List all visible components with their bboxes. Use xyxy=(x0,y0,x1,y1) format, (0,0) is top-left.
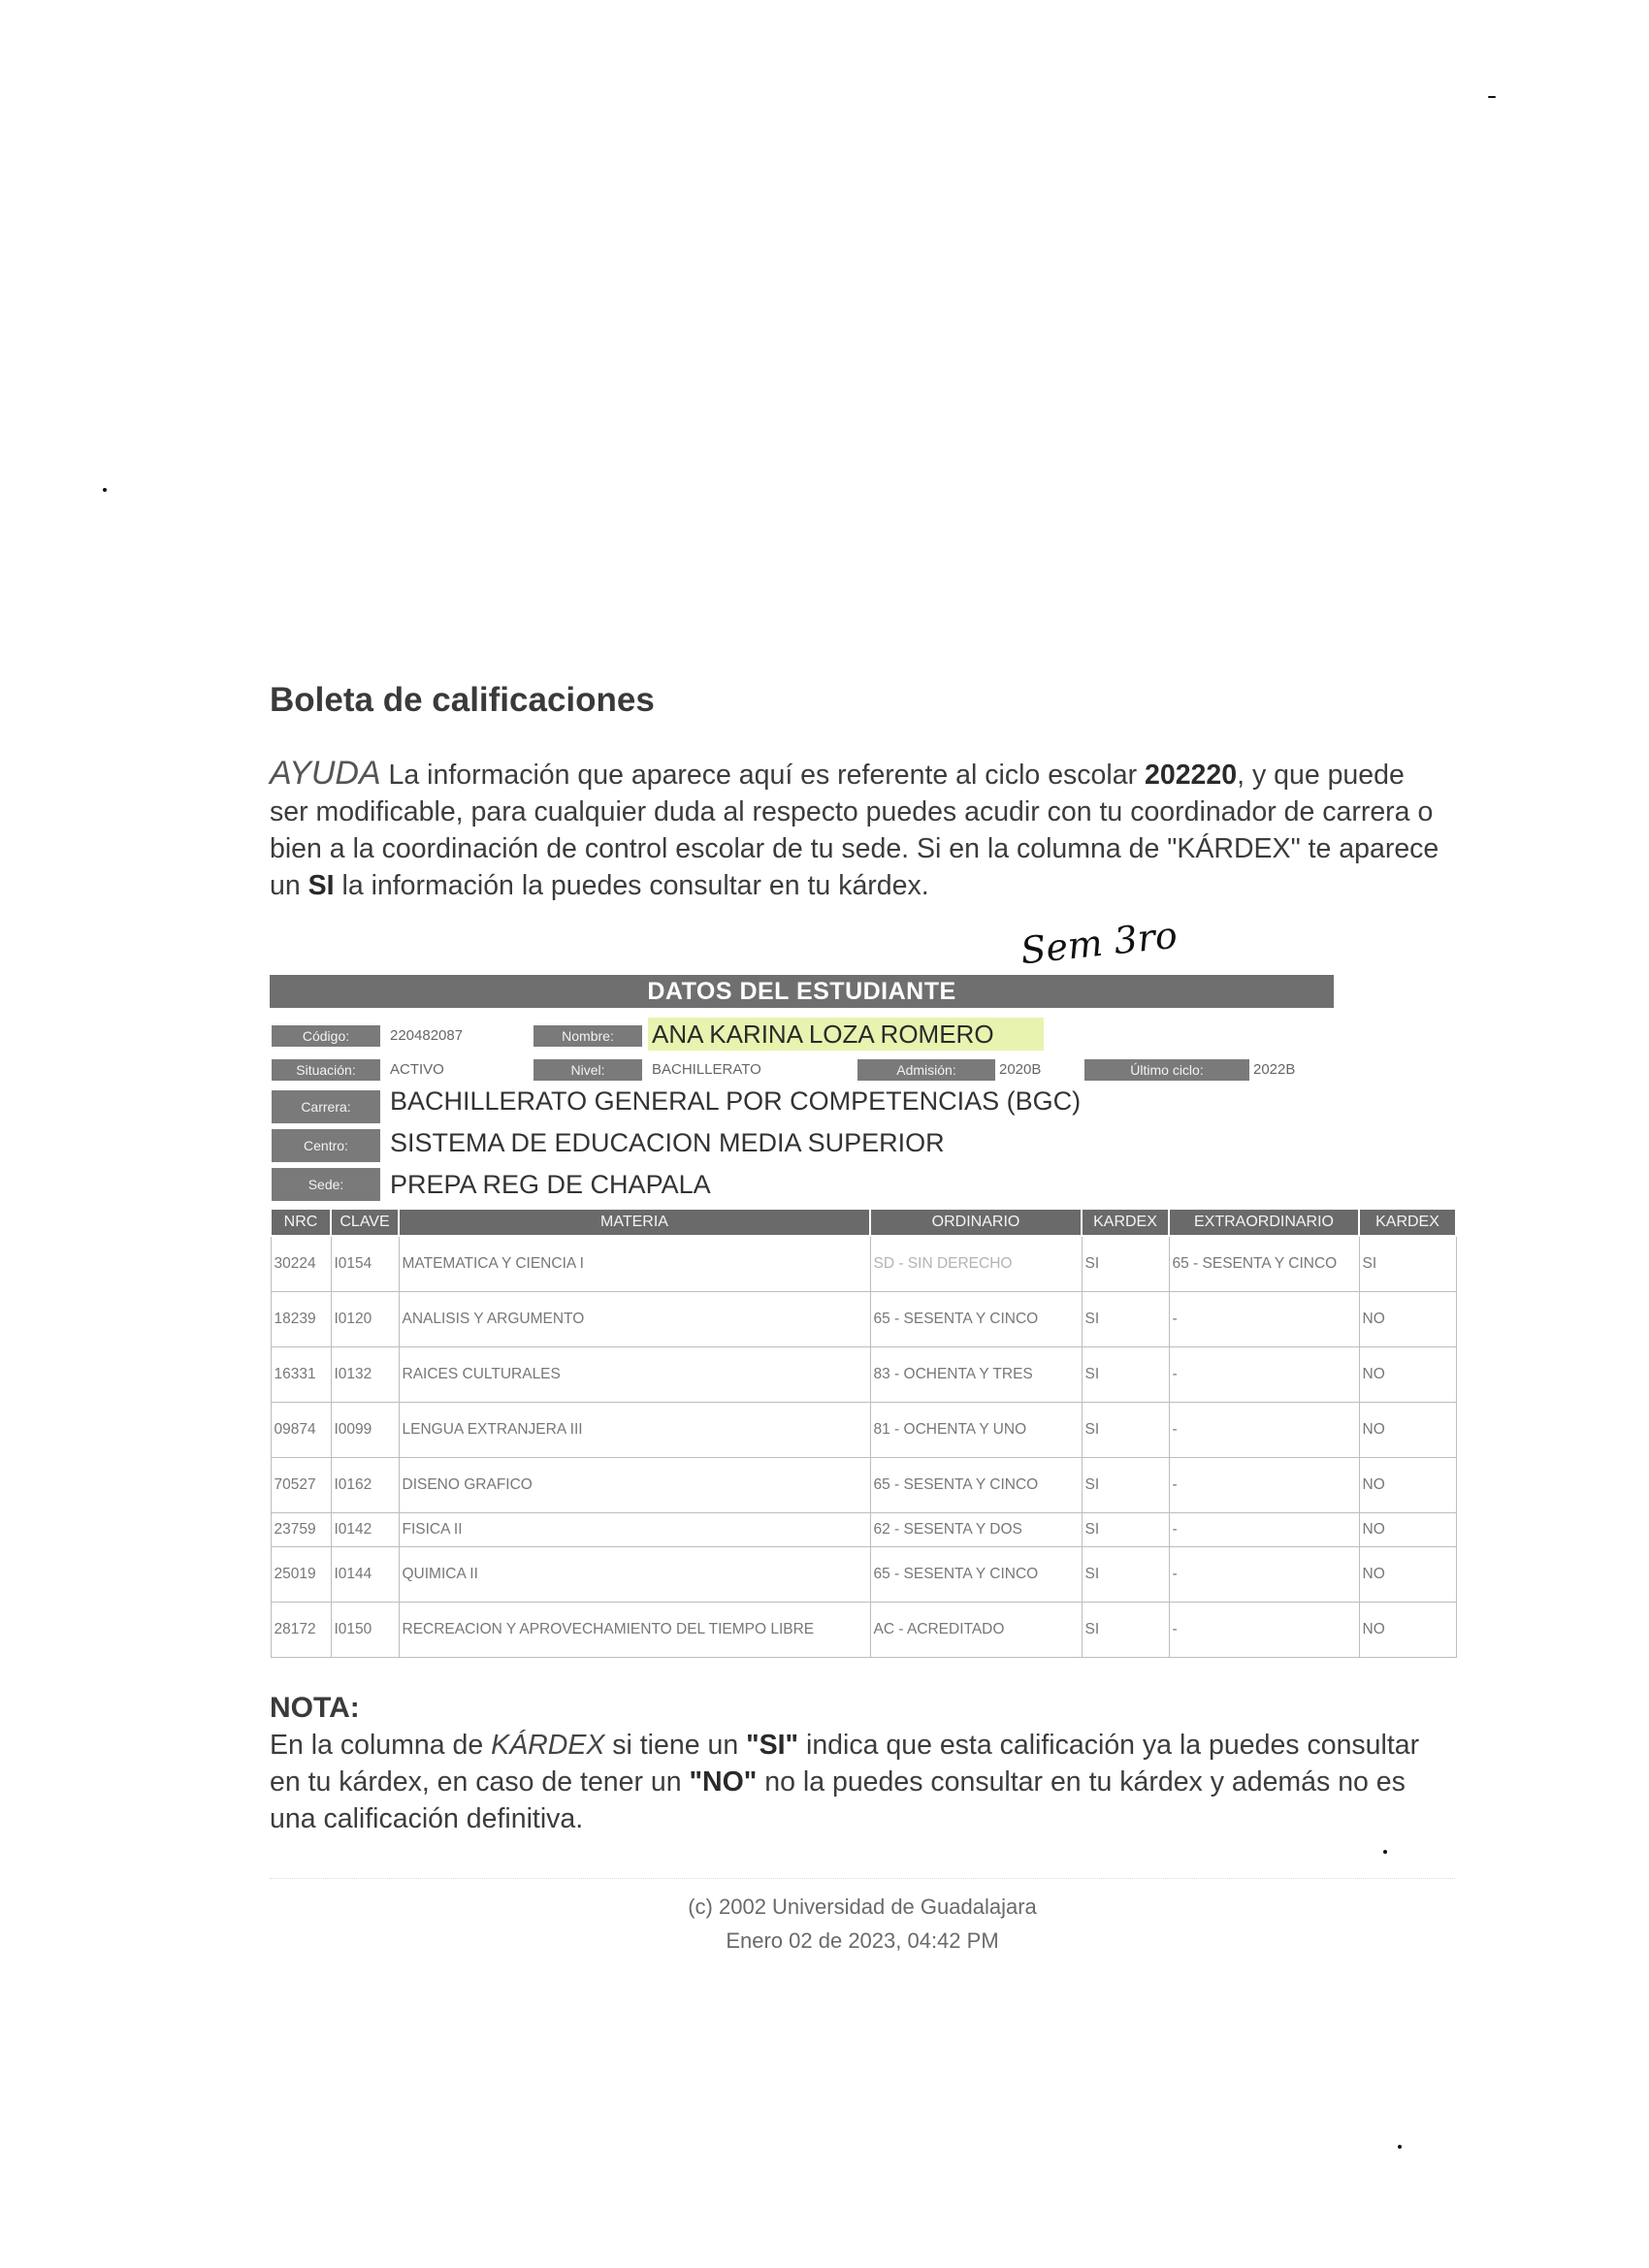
nrc-cell: 23759 xyxy=(271,1513,331,1547)
ordinario-cell: 62 - SESENTA Y DOS xyxy=(870,1513,1082,1547)
nivel-label: Nivel: xyxy=(534,1059,642,1081)
student-data-header: DATOS DEL ESTUDIANTE xyxy=(270,975,1334,1008)
clave-cell: I0120 xyxy=(331,1292,399,1347)
clave-cell: I0162 xyxy=(331,1458,399,1513)
grades-table xyxy=(270,1208,1457,1658)
nota-title: NOTA: xyxy=(270,1692,360,1724)
ordinario-cell: 83 - OCHENTA Y TRES xyxy=(870,1347,1082,1403)
codigo-label: Código: xyxy=(272,1025,380,1047)
kardex2-cell: NO xyxy=(1359,1458,1456,1513)
extraordinario-cell: - xyxy=(1169,1547,1359,1603)
materia-cell: QUIMICA II xyxy=(399,1547,870,1603)
nrc-cell: 09874 xyxy=(271,1403,331,1458)
scan-speck xyxy=(1488,96,1496,98)
ultimo-ciclo-value: 2022B xyxy=(1253,1061,1296,1078)
situacion-label: Situación: xyxy=(272,1059,380,1081)
nota-no: "NO" xyxy=(689,1766,758,1798)
nota-si: "SI" xyxy=(746,1730,799,1761)
materia-cell: DISENO GRAFICO xyxy=(399,1458,870,1513)
nrc-cell: 30224 xyxy=(271,1236,331,1292)
materia-cell: LENGUA EXTRANJERA III xyxy=(399,1403,870,1458)
table-row xyxy=(271,1513,1456,1547)
materia-cell: ANALISIS Y ARGUMENTO xyxy=(399,1292,870,1347)
extraordinario-cell: - xyxy=(1169,1603,1359,1658)
extraordinario-cell: - xyxy=(1169,1458,1359,1513)
kardex2-cell: NO xyxy=(1359,1403,1456,1458)
table-row xyxy=(271,1347,1456,1403)
col-header-materia: MATERIA xyxy=(399,1209,870,1236)
nombre-value: ANA KARINA LOZA ROMERO xyxy=(648,1018,1044,1051)
help-paragraph xyxy=(270,755,1448,904)
extraordinario-cell: - xyxy=(1169,1292,1359,1347)
materia-cell: RECREACION Y APROVECHAMIENTO DEL TIEMPO LIBRE xyxy=(399,1603,870,1658)
materia-cell: RAICES CULTURALES xyxy=(399,1347,870,1403)
centro-value: SISTEMA DE EDUCACION MEDIA SUPERIOR xyxy=(390,1128,945,1157)
sede-value: PREPA REG DE CHAPALA xyxy=(390,1170,711,1199)
kardex2-cell: NO xyxy=(1359,1292,1456,1347)
kardex2-cell: NO xyxy=(1359,1513,1456,1547)
kardex2-cell: SI xyxy=(1359,1236,1456,1292)
table-row xyxy=(271,1403,1456,1458)
ordinario-cell: 81 - OCHENTA Y UNO xyxy=(870,1403,1082,1458)
kardex-cell: SI xyxy=(1082,1603,1169,1658)
sede-label: Sede: xyxy=(272,1168,380,1201)
clave-cell: I0132 xyxy=(331,1347,399,1403)
help-ciclo: 202220 xyxy=(1145,760,1238,791)
nrc-cell: 16331 xyxy=(271,1347,331,1403)
table-row xyxy=(271,1292,1456,1347)
col-header-extraordinario: EXTRAORDINARIO xyxy=(1169,1209,1359,1236)
scan-speck xyxy=(1398,2145,1402,2149)
col-header-clave: CLAVE xyxy=(331,1209,399,1236)
extraordinario-cell: 65 - SESENTA Y CINCO xyxy=(1169,1236,1359,1292)
table-row xyxy=(271,1603,1456,1658)
situacion-value: ACTIVO xyxy=(390,1061,444,1078)
clave-cell: I0154 xyxy=(331,1236,399,1292)
col-header-nrc: NRC xyxy=(271,1209,331,1236)
kardex2-cell: NO xyxy=(1359,1603,1456,1658)
extraordinario-cell: - xyxy=(1169,1347,1359,1403)
extraordinario-cell: - xyxy=(1169,1513,1359,1547)
ordinario-cell: 65 - SESENTA Y CINCO xyxy=(870,1292,1082,1347)
nota-paragraph xyxy=(270,1727,1448,1837)
nota-text-2: si tiene un xyxy=(604,1730,747,1761)
centro-label: Centro: xyxy=(272,1129,380,1162)
nrc-cell: 28172 xyxy=(271,1603,331,1658)
clave-cell: I0099 xyxy=(331,1403,399,1458)
nota-text-4: no la puedes consultar en tu kárdex y además no es una calificación definitiva. xyxy=(270,1766,1406,1834)
footer-date: Enero 02 de 2023, 04:42 PM xyxy=(726,1928,999,1953)
table-row xyxy=(271,1236,1456,1292)
nota-text-1: En la columna de xyxy=(270,1730,492,1761)
help-text-3: la información la puedes consultar en tu kárdex. xyxy=(334,870,929,901)
clave-cell: I0142 xyxy=(331,1513,399,1547)
admision-label: Admisión: xyxy=(857,1059,995,1081)
grades-header-row xyxy=(271,1209,1456,1236)
kardex-cell: SI xyxy=(1082,1458,1169,1513)
kardex-cell: SI xyxy=(1082,1292,1169,1347)
kardex-cell: SI xyxy=(1082,1403,1169,1458)
extraordinario-cell: - xyxy=(1169,1403,1359,1458)
help-text-2: , y que puede ser modificable, para cualquier duda al respecto puedes acudir con tu coordinador de carrera o bien a la coordinación de control escolar de tu sede. Si en la columna de "KÁRDEX" te aparece un xyxy=(270,760,1439,901)
handwritten-note: Sem 3ro xyxy=(1018,913,1180,973)
ordinario-cell: SD - SIN DERECHO xyxy=(870,1236,1082,1292)
ordinario-cell: 65 - SESENTA Y CINCO xyxy=(870,1458,1082,1513)
nombre-label: Nombre: xyxy=(534,1025,642,1047)
kardex-cell: SI xyxy=(1082,1547,1169,1603)
help-label: AYUDA xyxy=(270,755,381,792)
nrc-cell: 70527 xyxy=(271,1458,331,1513)
kardex-cell: SI xyxy=(1082,1347,1169,1403)
carrera-label: Carrera: xyxy=(272,1090,380,1123)
ordinario-cell: AC - ACREDITADO xyxy=(870,1603,1082,1658)
col-header-kardex: KARDEX xyxy=(1082,1209,1169,1236)
clave-cell: I0144 xyxy=(331,1547,399,1603)
codigo-value: 220482087 xyxy=(390,1027,464,1044)
scan-speck xyxy=(1383,1850,1387,1854)
kardex-cell: SI xyxy=(1082,1513,1169,1547)
materia-cell: FISICA II xyxy=(399,1513,870,1547)
table-row xyxy=(271,1458,1456,1513)
clave-cell: I0150 xyxy=(331,1603,399,1658)
scan-speck xyxy=(103,488,107,492)
kardex-cell: SI xyxy=(1082,1236,1169,1292)
ultimo-ciclo-label: Último ciclo: xyxy=(1084,1059,1249,1081)
kardex2-cell: NO xyxy=(1359,1547,1456,1603)
col-header-ordinario: ORDINARIO xyxy=(870,1209,1082,1236)
footer-divider xyxy=(270,1878,1455,1879)
materia-cell: MATEMATICA Y CIENCIA I xyxy=(399,1236,870,1292)
kardex2-cell: NO xyxy=(1359,1347,1456,1403)
admision-value: 2020B xyxy=(999,1061,1042,1078)
nota-text-3: indica que esta calificación ya la puedes consultar en tu kárdex, en caso de tener un xyxy=(270,1730,1420,1798)
help-text-1: La información que aparece aquí es referente al ciclo escolar xyxy=(380,760,1145,791)
nrc-cell: 25019 xyxy=(271,1547,331,1603)
nivel-value: BACHILLERATO xyxy=(652,1061,761,1078)
help-si: SI xyxy=(307,870,335,901)
footer-copyright: (c) 2002 Universidad de Guadalajara xyxy=(688,1895,1037,1919)
col-header-kardex-2: KARDEX xyxy=(1359,1209,1456,1236)
ordinario-cell: 65 - SESENTA Y CINCO xyxy=(870,1547,1082,1603)
page-title: Boleta de calificaciones xyxy=(270,681,655,719)
nota-kardex: KÁRDEX xyxy=(491,1730,605,1761)
table-row xyxy=(271,1547,1456,1603)
carrera-value: BACHILLERATO GENERAL POR COMPETENCIAS (BGC) xyxy=(390,1086,1082,1116)
nrc-cell: 18239 xyxy=(271,1292,331,1347)
